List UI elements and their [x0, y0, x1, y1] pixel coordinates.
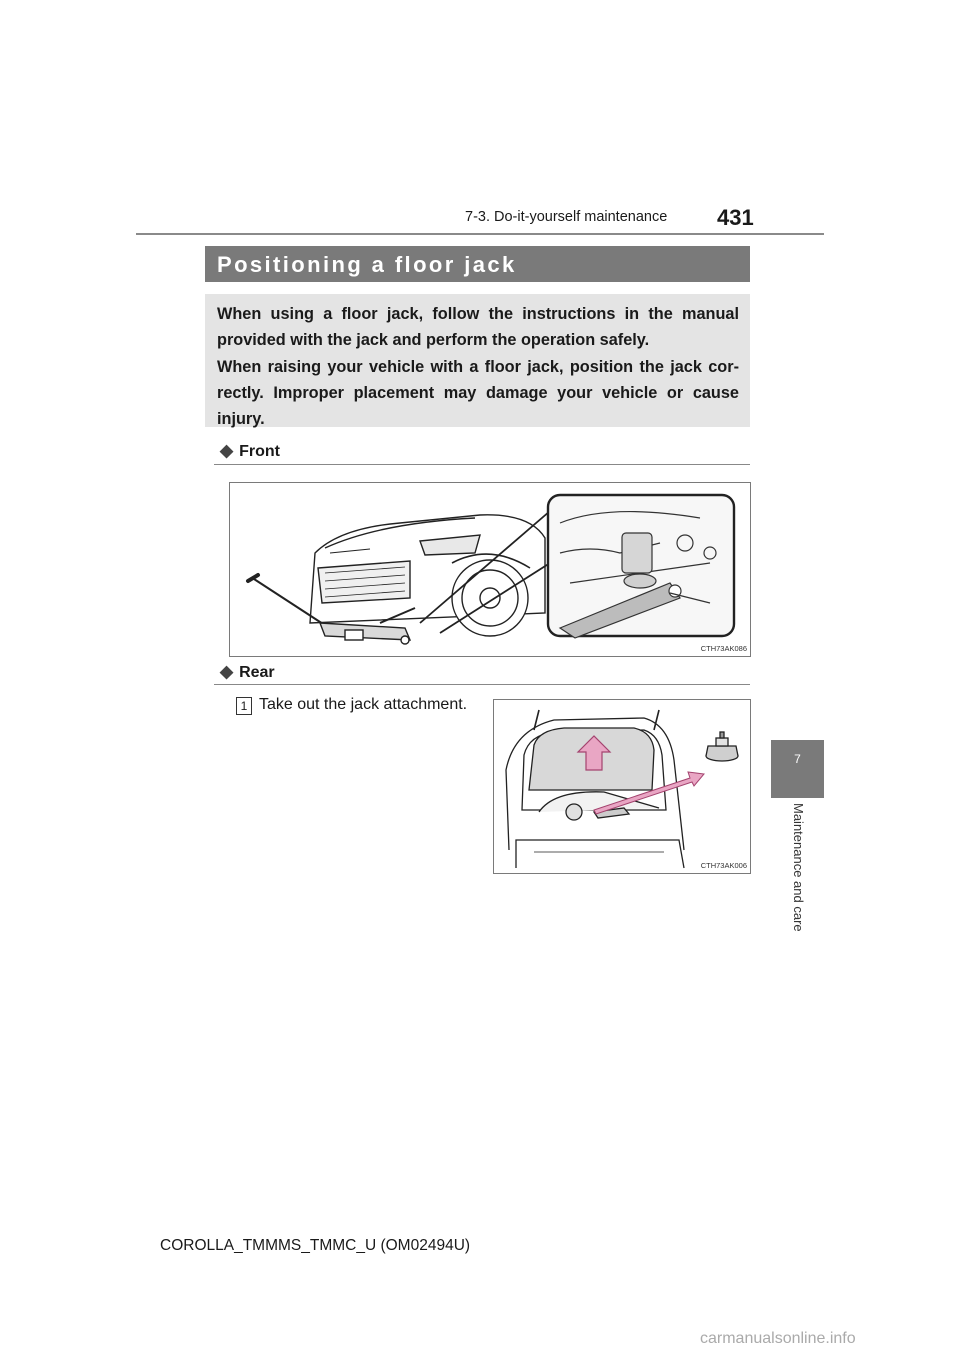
front-heading-label: Front: [239, 443, 280, 460]
front-heading-rule: [214, 464, 750, 465]
watermark: carmanualsonline.info: [700, 1330, 856, 1347]
intro-paragraph-1: When using a floor jack, follow the instructions in the manual provided with the jack and perform the operation safely.: [217, 305, 739, 349]
chapter-tab: [771, 740, 824, 798]
front-jack-drawing: [230, 483, 750, 656]
chapter-title: Maintenance and care: [791, 803, 806, 932]
intro-box: [205, 294, 750, 427]
front-jack-illustration: [229, 482, 751, 657]
rear-heading-rule: [214, 684, 750, 685]
rear-heading-label: Rear: [239, 664, 275, 681]
rear-heading: [220, 662, 275, 682]
rear-figure-code: CTH73AK006: [700, 861, 747, 870]
rear-trunk-drawing: [494, 700, 750, 873]
front-heading: [220, 441, 280, 461]
front-figure-code: CTH73AK086: [700, 644, 747, 653]
header-divider: [136, 233, 824, 235]
page-number: 431: [717, 205, 754, 230]
step-1-text: Take out the jack attachment.: [259, 696, 468, 713]
step-number-badge: 1: [236, 697, 252, 715]
page-title: Positioning a floor jack: [217, 252, 517, 277]
rear-jack-attachment-illustration: [493, 699, 751, 874]
footer-document-id: COROLLA_TMMMS_TMMC_U (OM02494U): [160, 1237, 471, 1254]
page-title-bar: [205, 246, 750, 282]
intro-paragraph-2: When raising your vehicle with a floor jack, position the jack cor-rectly. Improper placement may damage your vehicle or cause injury.: [217, 358, 739, 428]
chapter-number: 7: [794, 752, 801, 766]
section-title: 7-3. Do-it-yourself maintenance: [465, 209, 668, 225]
chapter-title-vertical: [771, 803, 824, 953]
diamond-bullet-icon: ◆: [220, 662, 234, 681]
diamond-bullet-icon: ◆: [220, 441, 234, 460]
